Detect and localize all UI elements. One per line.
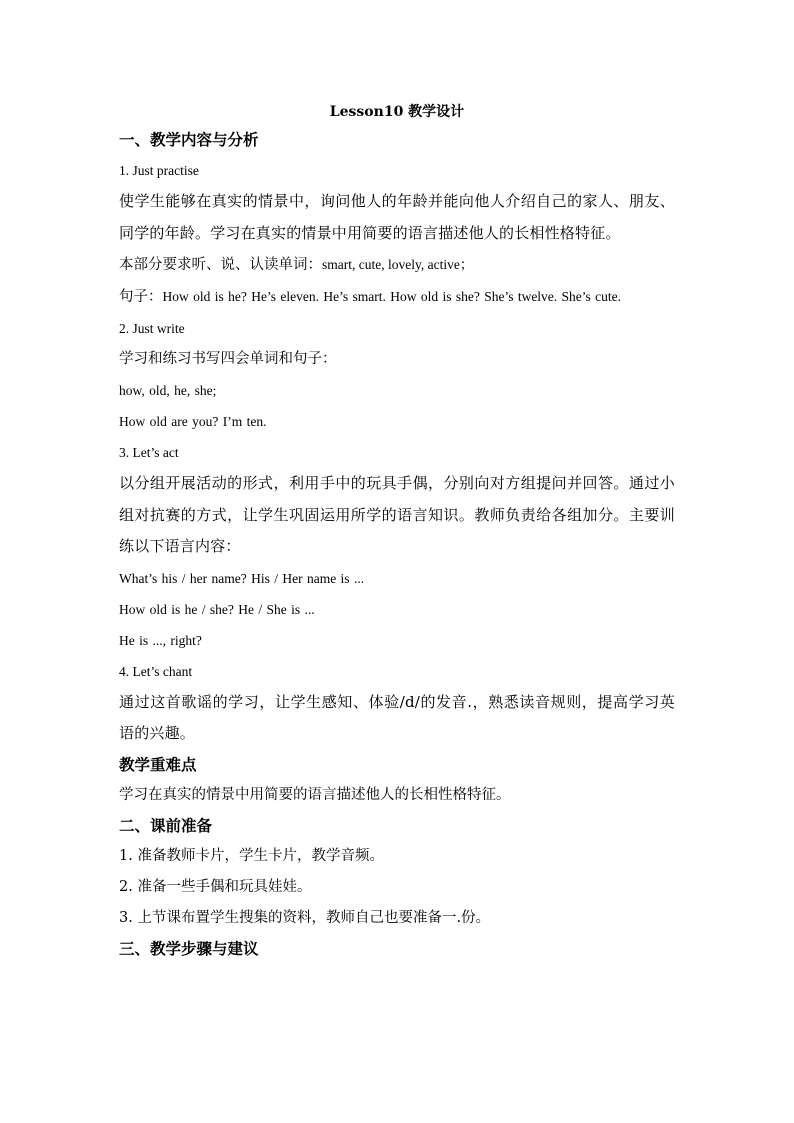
just-write-sentence: How old are you? I’m ten. xyxy=(119,414,267,429)
just-practise-sentences xyxy=(119,281,675,313)
just-practise-label: 1. Just practise xyxy=(119,163,199,178)
sentences-text: How old is he? He’s eleven. He’s smart. How old is she? She’s twelve. She’s cute. xyxy=(162,289,622,304)
lets-chant-label: 4. Let’s chant xyxy=(119,663,193,679)
section-1-heading: 一、教学内容与分析 xyxy=(119,130,259,149)
document-body xyxy=(119,100,675,964)
words-prefix: 本部分要求听、说、认读单词： xyxy=(119,257,322,273)
just-write-label: 2. Just write xyxy=(119,321,185,336)
section-3-heading: 三、教学步骤与建议 xyxy=(119,938,259,958)
lets-act-line: He is ..., right? xyxy=(119,632,202,648)
lets-act-label: 3. Let’s act xyxy=(119,445,179,460)
just-write-description: 学习和练习书写四会单词和句子： xyxy=(119,351,337,367)
lets-act-description: 以分组开展活动的形式，利用手中的玩具手偶，分别向对方组提问并回答。通过小组对抗赛的方式，让学生巩固运用所学的语言知识。教师负责给各组加分。主要训练以下语言内容： xyxy=(119,474,675,555)
just-write-words: how, old, he, she; xyxy=(119,383,217,398)
words-list: smart, cute, lovely, active； xyxy=(322,257,474,272)
lets-chant-description: 通过这首歌谣的学习，让学生感知、体验/d/的发音.，熟悉读音规则，提高学习英语的兴趣。 xyxy=(119,692,675,742)
preparation-item: 3. 上节课布置学生搜集的资料，教师自己也要准备一.份。 xyxy=(119,909,491,926)
just-practise-words xyxy=(119,249,675,281)
section-2-heading: 二、课前准备 xyxy=(119,815,213,835)
just-practise-description: 使学生能够在真实的情景中，询问他人的年龄并能向他人介绍自己的家人、朋友、同学的年龄。学习在真实的情景中用简要的语言描述他人的长相性格特征。 xyxy=(119,192,675,242)
key-points-text: 学习在真实的情景中用简要的语言描述他人的长相性格特征。 xyxy=(119,786,511,803)
key-points-heading: 教学重难点 xyxy=(119,754,197,774)
lets-act-line: How old is he / she? He / She is ... xyxy=(119,601,315,617)
sentences-prefix: 句子： xyxy=(119,289,163,305)
preparation-item: 2. 准备一些手偶和玩具娃娃。 xyxy=(119,878,312,895)
document-title: Lesson10 教学设计 xyxy=(329,104,465,120)
lets-act-line: What’s his / her name? His / Her name is ... xyxy=(119,570,365,586)
preparation-item: 1. 准备教师卡片，学生卡片，教学音频。 xyxy=(119,847,384,864)
